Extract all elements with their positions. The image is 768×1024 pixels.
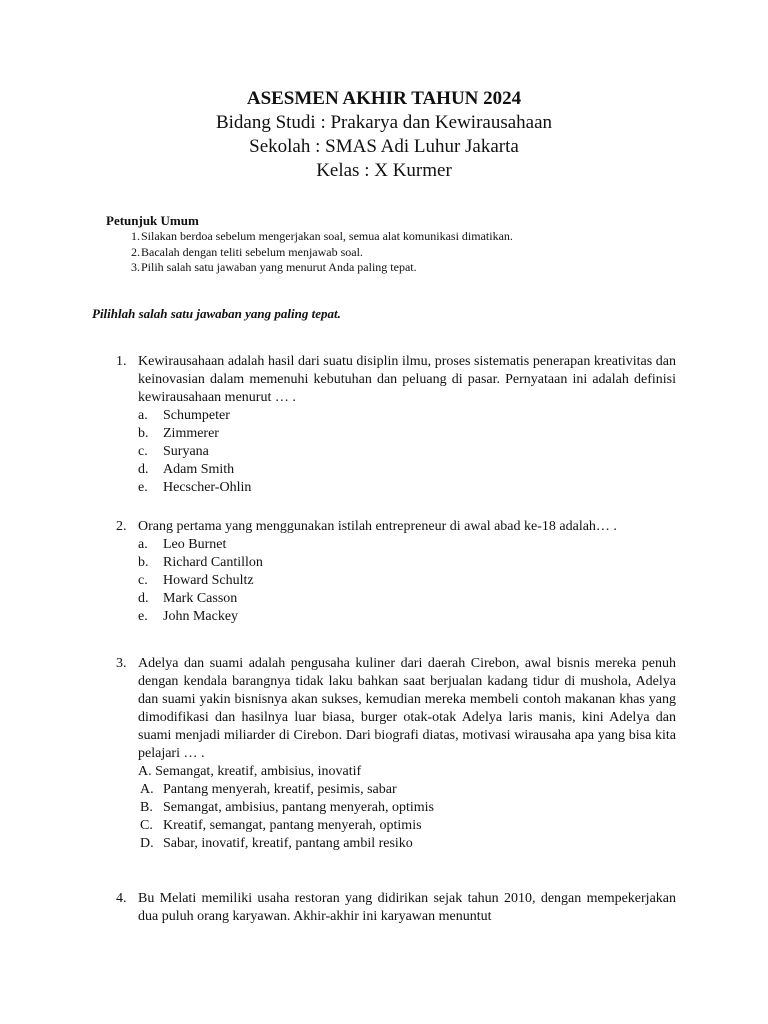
option-letter: B. [140, 800, 153, 815]
question-1 [116, 353, 676, 497]
instruction-item [106, 229, 706, 245]
option-text: Sabar, inovatif, kreatif, pantang ambil resiko [163, 836, 413, 851]
instruction-item [106, 260, 706, 276]
option-letter: D. [140, 836, 154, 851]
instructions-heading: Petunjuk Umum [106, 213, 199, 228]
option-e [138, 479, 676, 497]
instruction-text: Silakan berdoa sebelum mengerjakan soal, semua alat komunikasi dimatikan. [141, 229, 513, 243]
option-text: Kreatif, semangat, pantang menyerah, optimis [163, 818, 422, 833]
option-c [138, 572, 676, 590]
question-number: 2. [116, 519, 127, 534]
option-text: Semangat, ambisius, pantang menyerah, optimis [163, 800, 435, 815]
answer-directive: Pilihlah salah satu jawaban yang paling tepat. [92, 306, 341, 321]
instruction-number: 2. [131, 244, 140, 259]
exam-class: Kelas : X Kurmer [316, 160, 452, 181]
option-text: Mark Casson [163, 591, 238, 606]
question-2 [116, 518, 676, 626]
option-letter: C. [140, 818, 153, 833]
option-letter: e. [138, 480, 148, 495]
option-letter: b. [138, 426, 149, 441]
option-text: Suryana [163, 444, 209, 459]
exam-school: Sekolah : SMAS Adi Luhur Jakarta [249, 136, 519, 157]
option-letter: a. [138, 537, 148, 552]
question-number: 3. [116, 656, 127, 671]
option-text: Zimmerer [163, 426, 219, 441]
instruction-text: Bacalah dengan teliti sebelum menjawab soal. [141, 244, 363, 259]
option-C [138, 817, 676, 835]
option-A [138, 781, 676, 799]
option-text: Pantang menyerah, kreatif, pesimis, sabar [163, 782, 397, 797]
option-a [138, 407, 676, 425]
option-letter: a. [138, 408, 148, 423]
option-text: Adam Smith [163, 462, 235, 477]
exam-header [0, 87, 768, 183]
option-D [138, 835, 676, 853]
option-letter: d. [138, 591, 149, 606]
question-text: Kewirausahaan adalah hasil dari suatu disiplin ilmu, proses sistematis penerapan kreativitas dan keinovasian dalam memenuhi kebutuhan dan peluang di pasar. Pernyataan ini adalah definisi kewirausahaan menurut … . [138, 354, 676, 405]
option-letter: d. [138, 462, 149, 477]
option-d [138, 461, 676, 479]
instruction-number: 1. [131, 229, 140, 243]
option-letter: e. [138, 609, 148, 624]
option-letter: A. [140, 782, 154, 797]
option-first: A. Semangat, kreatif, ambisius, inovatif [138, 764, 362, 779]
option-text: Richard Cantillon [163, 555, 263, 570]
general-instructions [106, 213, 706, 276]
exam-title: ASESMEN AKHIR TAHUN 2024 [246, 88, 522, 109]
exam-subject: Bidang Studi : Prakarya dan Kewirausahaan [215, 112, 553, 133]
option-e [138, 608, 676, 626]
question-text: Bu Melati memiliki usaha restoran yang didirikan sejak tahun 2010, dengan mempekerjakan dua puluh orang karyawan. Akhir-akhir ini karyawan menuntut [138, 891, 676, 924]
question-text: Orang pertama yang menggunakan istilah entrepreneur di awal abad ke-18 adalah… . [138, 519, 617, 534]
option-B [138, 799, 676, 817]
question-3 [116, 655, 676, 853]
option-d [138, 590, 676, 608]
instruction-text: Pilih salah satu jawaban yang menurut Anda paling tepat. [141, 260, 417, 274]
instruction-item [106, 245, 706, 261]
option-text: Leo Burnet [163, 537, 227, 552]
question-text: Adelya dan suami adalah pengusaha kuliner dari daerah Cirebon, awal bisnis mereka penuh dengan kendala barangnya tidak laku bahkan saat berjualan kadang tidur di mushola, Adelya dan suami yakin bisnisnya akan sukses, kemudian mereka membeli contoh makanan khas yang dimodifikasi dan hasilnya luar biasa, burger otak-otak Adelya laris manis, kini Adelya dan suami menjadi miliarder di Cirebon. Dari biografi diatas, motivasi wirausaha apa yang bisa kita pelajari … . [138, 656, 676, 761]
option-text: Schumpeter [163, 408, 230, 423]
question-number: 1. [116, 354, 127, 369]
instructions-list [106, 229, 706, 276]
option-b [138, 554, 676, 572]
question-number: 4. [116, 891, 127, 906]
option-text: Howard Schultz [163, 573, 254, 588]
question-4 [116, 890, 676, 926]
option-text: John Mackey [163, 609, 239, 624]
option-c [138, 443, 676, 461]
option-text: Hecscher-Ohlin [163, 480, 252, 495]
option-letter: c. [138, 573, 148, 588]
option-letter: c. [138, 444, 148, 459]
instruction-number: 3. [131, 260, 140, 274]
option-a [138, 536, 676, 554]
option-letter: b. [138, 555, 149, 570]
option-b [138, 425, 676, 443]
